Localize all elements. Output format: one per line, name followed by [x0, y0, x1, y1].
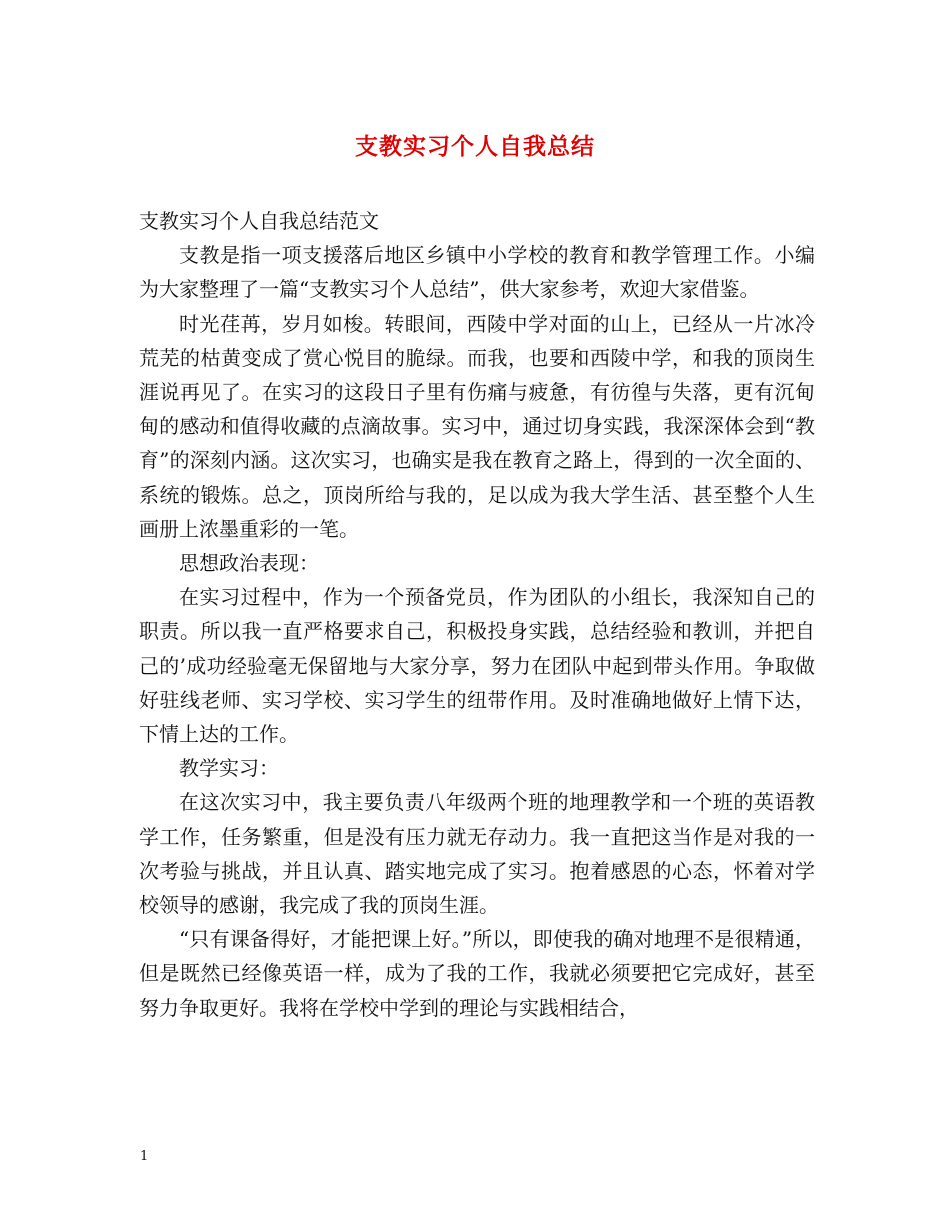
- section-heading: 教学实习：: [179, 756, 279, 781]
- document-body: [139, 204, 815, 1025]
- paragraph: 时光荏苒，岁月如梭。转眼间，西陵中学对面的山上，已经从一片冰冷荒芜的枯黄变成了赏心悦目的脆绿。而我，也要和西陵中学，和我的顶岗生涯说再见了。在实习的这段日子里有伤痛与疲惫，有彷徨与失落，更有沉甸甸的感动和值得收藏的点滴故事。实习中，通过切身实践，我深深体会到“教育”的深刻内涵。这次实习，也确实是我在教育之路上，得到的一次全面的、系统的锻炼。总之，顶岗所给与我的，足以成为我大学生活、甚至整个人生画册上浓墨重彩的一笔。: [139, 311, 815, 541]
- paragraph: “只有课备得好，才能把课上好。”所以，即使我的确对地理不是很精通，但是既然已经像英语一样，成为了我的工作，我就必须要把它完成好，甚至努力争取更好。我将在学校中学到的理论与实践相结合，: [139, 927, 815, 1020]
- document-title: 支教实习个人自我总结: [355, 133, 595, 160]
- paragraph: 在实习过程中，作为一个预备党员，作为团队的小组长，我深知自己的职责。所以我一直严格要求自己，积极投身实践，总结经验和教训，并把自己的’成功经验毫无保留地与大家分享，努力在团队中起到带头作用。争取做好驻线老师、实习学校、实习学生的纽带作用。及时准确地做好上情下达，下情上达的工作。: [139, 585, 815, 747]
- paragraph: 在这次实习中，我主要负责八年级两个班的地理教学和一个班的英语教学工作，任务繁重，但是没有压力就无存动力。我一直把这当作是对我的一次考验与挑战，并且认真、踏实地完成了实习。抱着感恩的心态，怀着对学校领导的感谢，我完成了我的顶岗生涯。: [139, 790, 815, 918]
- section-heading: 思想政治表现：: [179, 551, 319, 576]
- paragraph: 支教是指一项支援落后地区乡镇中小学校的教育和教学管理工作。小编为大家整理了一篇“支教实习个人总结”，供大家参考，欢迎大家借鉴。: [139, 243, 815, 302]
- page-number: 1: [140, 1149, 149, 1164]
- subtitle-paragraph: 支教实习个人自我总结范文: [139, 209, 379, 233]
